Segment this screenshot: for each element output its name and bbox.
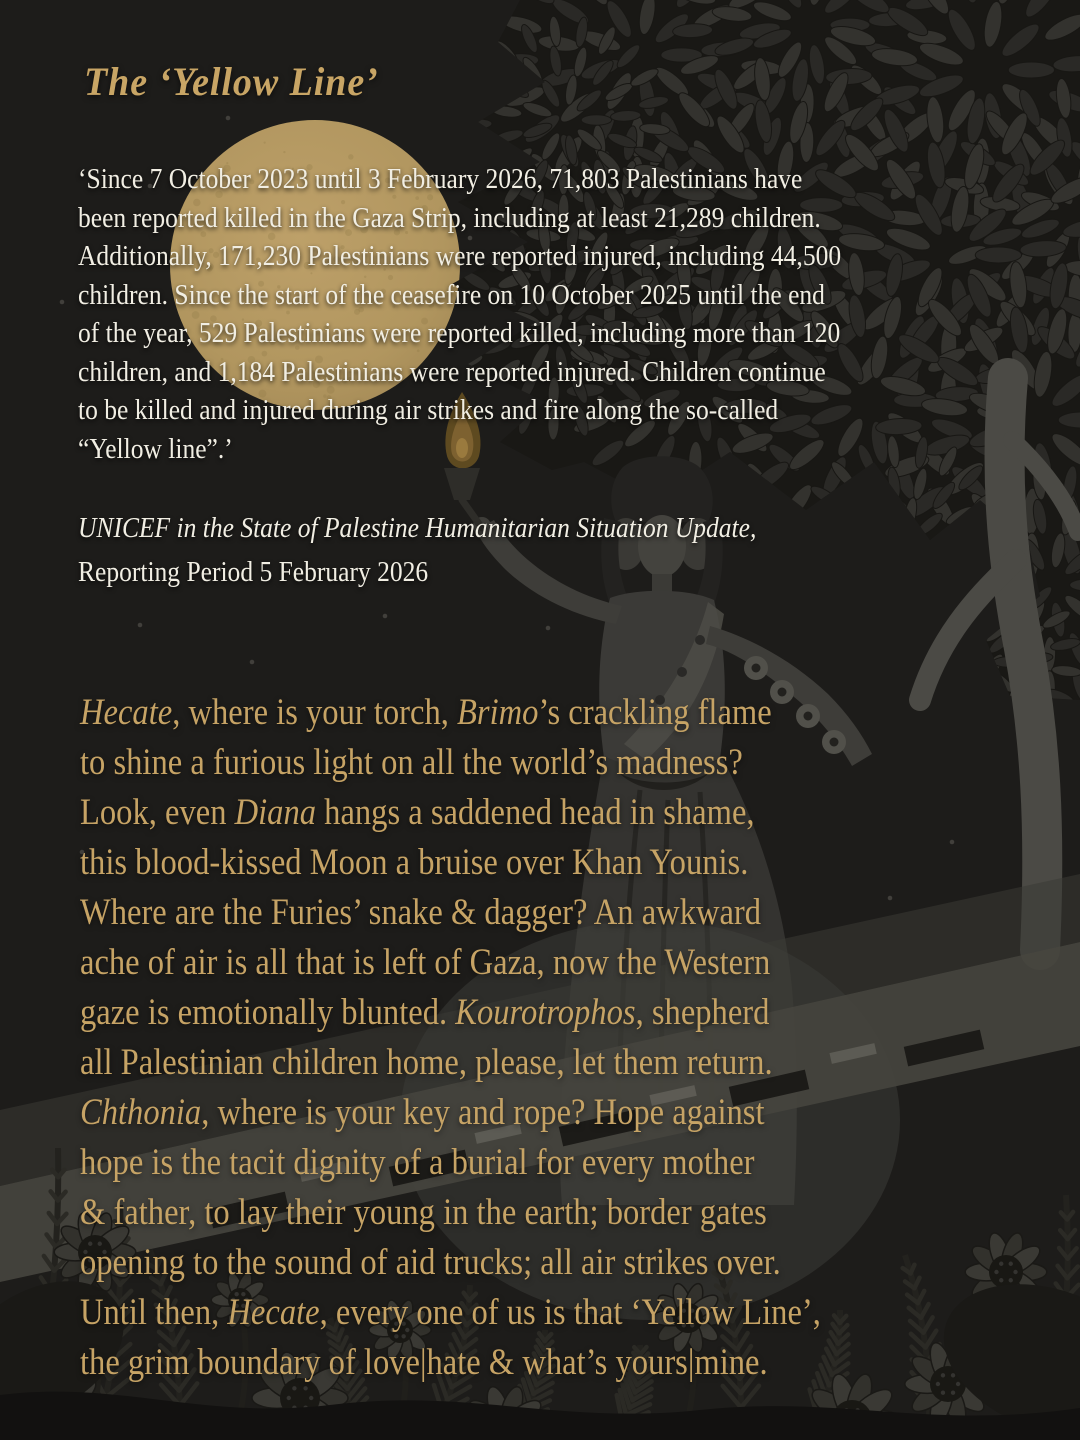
quote-line: of the year, 529 Palestinians were reported killed, including more than 120	[78, 317, 841, 349]
poem-line: Chthonia, where is your key and rope? Hope against	[80, 1092, 765, 1133]
quote-line: “Yellow line”.’	[78, 432, 233, 465]
poem-text	[80, 688, 821, 1388]
attribution	[78, 506, 756, 594]
poem-line: this blood-kissed Moon a bruise over Khan Younis.	[80, 842, 749, 883]
attribution-source: UNICEF in the State of Palestine Humanitarian Situation Update,	[78, 512, 757, 544]
quote-line: children. Since the start of the ceasefire on 10 October 2025 until the end	[78, 278, 825, 311]
quote-line: been reported killed in the Gaza Strip, including at least 21,289 children.	[78, 201, 821, 234]
poem-line: ache of air is all that is left of Gaza, now the Western	[80, 942, 771, 983]
poem-line: opening to the sound of aid trucks; all air strikes over.	[80, 1242, 781, 1283]
poem-line: Hecate, where is your torch, Brimo’s crackling flame	[80, 692, 772, 733]
attribution-period: Reporting Period 5 February 2026	[78, 556, 429, 588]
poem-line: Where are the Furies’ snake & dagger? An awkward	[80, 892, 762, 933]
quote-line: Additionally, 171,230 Palestinians were reported injured, including 44,500	[78, 240, 842, 272]
quote-text	[78, 160, 841, 468]
poem-line: to shine a furious light on all the world’s madness?	[80, 742, 743, 783]
poem-line: Until then, Hecate, every one of us is that ‘Yellow Line’,	[80, 1292, 821, 1333]
poem-line: hope is the tacit dignity of a burial for every mother	[80, 1142, 755, 1183]
poem-line: all Palestinian children home, please, let them return.	[80, 1042, 773, 1083]
page-title: The ‘Yellow Line’	[84, 59, 379, 104]
quote-line: to be killed and injured during air strikes and fire along the so-called	[78, 394, 779, 426]
poem-line: the grim boundary of love|hate & what’s yours|mine.	[80, 1342, 768, 1383]
poem-line: Look, even Diana hangs a saddened head in shame,	[80, 792, 755, 833]
quote-line: children, and 1,184 Palestinians were reported injured. Children continue	[78, 355, 826, 388]
quote-line: ‘Since 7 October 2023 until 3 February 2026, 71,803 Palestinians have	[78, 163, 803, 195]
poem-line: & father, to lay their young in the earth; border gates	[80, 1192, 767, 1233]
poem-line: gaze is emotionally blunted. Kourotrophos, shepherd	[80, 992, 770, 1033]
